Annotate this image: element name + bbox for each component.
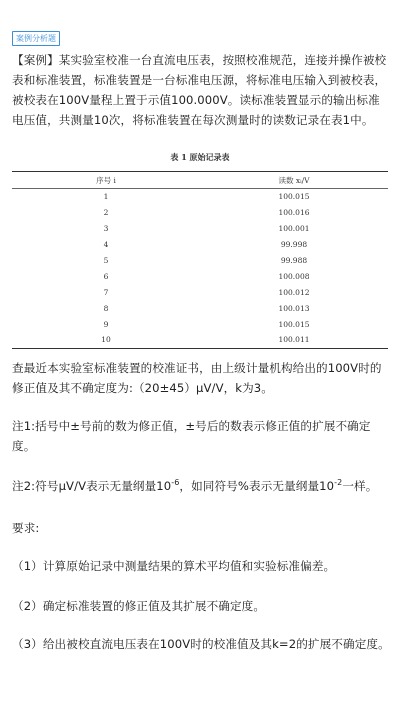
raw-record-table: [12, 171, 388, 349]
correction-value-text: 查最近本实验室标准装置的校准证书，由上级计量机构给出的100V时的修正值及其不确定度为:（20±45）μV/V，k为3。: [12, 361, 382, 395]
case-analysis-tag: 案例分析题: [12, 31, 60, 46]
table-row: [12, 253, 388, 269]
note-2-prefix: 注2:符号μV/V表示无量纲量10: [12, 479, 172, 493]
table-row: [12, 221, 388, 237]
header-index: 序号 i: [96, 175, 116, 185]
cell-reading: 99.998: [280, 240, 308, 250]
table-row: [12, 332, 388, 348]
note-2-exponent-1: -6: [171, 478, 180, 488]
table-row: [12, 237, 388, 253]
cell-reading: 100.015: [278, 192, 310, 202]
requirements-heading: 要求:: [12, 521, 40, 535]
case-intro-text: 【案例】某实验室校准一台直流电压表，按照校准规范，连接并操作被校表和标准装置，标准装置是一台标准电压源，将标准电压输入到被校表，被校表在100V量程上置于示值100.000V。读标准装置显示的输出标准电压值，共测量10次，将标准装置在每次测量时的读数记录在表1中。: [12, 53, 387, 127]
table-row: [12, 189, 388, 205]
cell-reading: 100.015: [278, 319, 310, 329]
cell-index: 6: [103, 271, 109, 281]
table-row: [12, 300, 388, 316]
cell-index: 1: [103, 192, 109, 202]
note-1: 注1:括号中±号前的数为修正值，±号后的数表示修正值的扩展不确定度。: [12, 419, 371, 453]
cell-reading: 100.013: [278, 303, 310, 313]
cell-reading: 100.011: [278, 335, 310, 345]
cell-index: 8: [103, 303, 109, 313]
cell-index: 9: [103, 319, 109, 329]
cell-index: 5: [103, 256, 109, 265]
cell-reading: 100.001: [278, 224, 310, 234]
note-2-exponent-2: -2: [334, 478, 343, 488]
table-row: [12, 316, 388, 332]
note-2-middle: ，如同符号%表示无量纲量10: [179, 479, 335, 493]
note-2: [12, 476, 390, 496]
cell-reading: 100.016: [278, 208, 310, 218]
cell-reading: 100.008: [278, 271, 310, 281]
cell-reading: 99.988: [280, 256, 308, 265]
table-row: [12, 268, 388, 284]
cell-index: 10: [101, 335, 111, 345]
question-1: （1）计算原始记录中测量结果的算术平均值和实验标准偏差。: [12, 559, 336, 573]
raw-record-table-block: [12, 152, 388, 349]
cell-index: 4: [103, 240, 109, 250]
table-title: 表 1 原始记录表: [170, 152, 230, 162]
header-reading: 读数 xᵢ/V: [278, 175, 310, 185]
note-2-suffix: 一样。: [342, 479, 378, 493]
question-2: （2）确定标准装置的修正值及其扩展不确定度。: [12, 599, 266, 613]
cell-reading: 100.012: [278, 287, 310, 297]
cell-index: 3: [103, 224, 109, 234]
table-row: [12, 205, 388, 221]
question-3: （3）给出被校直流电压表在100V时的校准值及其k=2的扩展不确定度。: [12, 637, 390, 651]
table-header-row: [12, 172, 388, 189]
table-row: [12, 284, 388, 300]
cell-index: 2: [103, 208, 109, 218]
cell-index: 7: [103, 287, 109, 297]
